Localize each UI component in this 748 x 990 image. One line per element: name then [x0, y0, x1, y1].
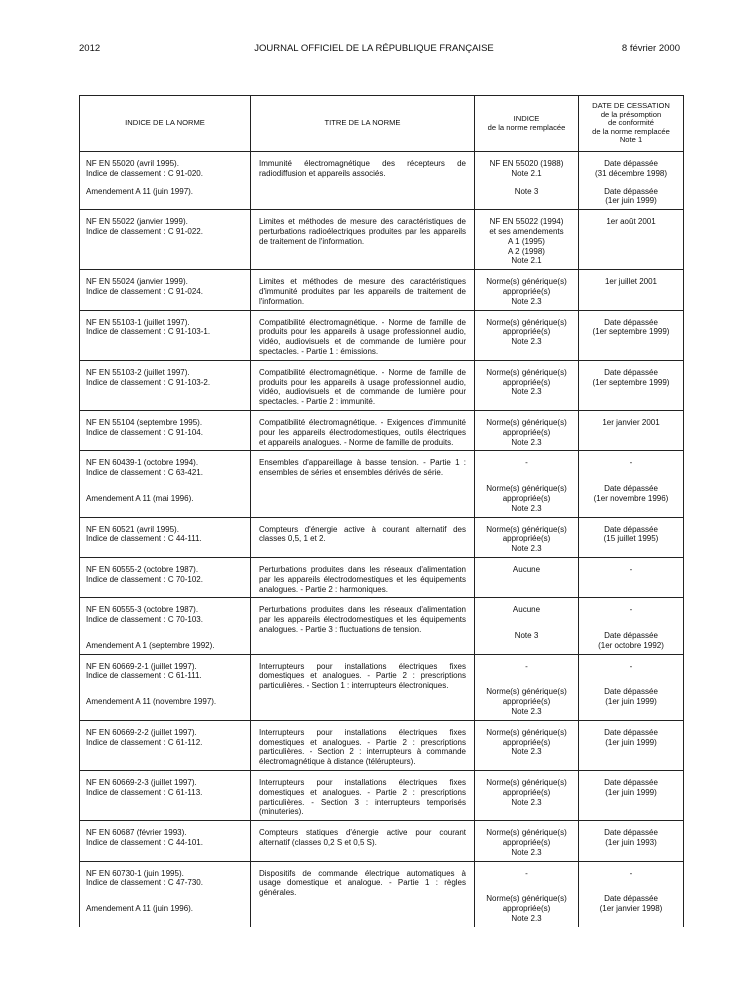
standard-title-cell	[251, 270, 475, 310]
replaced-standard-text: Norme(s) générique(s) appropriée(s) Note 2.3	[486, 687, 567, 717]
replaced-standard-text: NF EN 55022 (1994) et ses amendements A 1 (1995) A 2 (1998) Note 2.1	[489, 217, 564, 266]
standard-index-cell	[80, 210, 251, 270]
standard-title-text: Ensembles d'appareillage à basse tension. - Partie 1 : ensembles de séries et ensembles dérivés de série.	[259, 458, 466, 478]
standard-index-text: NF EN 60687 (février 1993). Indice de classement : C 44-101.	[86, 828, 203, 848]
replaced-standard-text: -	[525, 661, 528, 671]
standard-index-text: NF EN 55103-1 (juillet 1997). Indice de classement : C 91-103-1.	[86, 317, 211, 337]
standard-title-text: Interrupteurs pour installations électriques fixes domestiques et analogues. - Partie 2 : prescriptions particulières. - Section 3 : interrupteurs temporisés (minuteries).	[259, 778, 466, 817]
column-header: INDICE de la norme remplacée	[475, 96, 579, 152]
cessation-date-text: Date dépassée (31 décembre 1998)	[594, 159, 668, 178]
table-row	[80, 410, 684, 450]
standard-title-cell	[251, 771, 475, 821]
table-row	[80, 270, 684, 310]
cessation-date-cell	[579, 720, 684, 770]
cessation-date-cell	[579, 771, 684, 821]
standard-title-cell	[251, 654, 475, 720]
column-header: TITRE DE LA NORME	[251, 96, 475, 152]
standard-index-text: Amendement A 11 (novembre 1997).	[86, 697, 217, 707]
replaced-standard-text: Norme(s) générique(s) appropriée(s) Note 2.3	[486, 778, 567, 807]
journal-title: JOURNAL OFFICIEL DE LA RÉPUBLIQUE FRANÇAISE	[254, 43, 494, 54]
standard-index-text: NF EN 55020 (avril 1995). Indice de classement : C 91-020.	[86, 159, 203, 178]
standard-title-text: Dispositifs de commande électrique automatiques à usage domestique et analogue. - Partie 1 : règles générales.	[259, 868, 466, 898]
standard-index-text: Amendement A 11 (juin 1997).	[86, 186, 194, 196]
replaced-standard-cell	[475, 720, 579, 770]
cessation-date-cell	[579, 517, 684, 557]
standard-index-cell	[80, 598, 251, 654]
replaced-standard-cell	[475, 557, 579, 597]
cessation-date-cell	[579, 598, 684, 654]
cessation-date-cell	[579, 821, 684, 861]
replaced-standard-text: Note 3	[514, 186, 539, 196]
standard-title-text: Compatibilité électromagnétique. - Norme de famille de produits pour les appareils à usage professionnel audio, vidéo, audiovisuels et de commande de lumière pour spectacles. - Partie 1 : émissions.	[259, 317, 466, 356]
replaced-standard-cell	[475, 310, 579, 360]
cessation-date-text: Date dépassée (1er juin 1999)	[604, 778, 658, 797]
standard-title-cell	[251, 152, 475, 210]
cessation-date-text: -	[629, 458, 633, 468]
replaced-standard-text: Norme(s) générique(s) appropriée(s) Note 2.3	[486, 277, 567, 306]
cessation-date-text: 1er août 2001	[606, 217, 656, 227]
standard-title-cell	[251, 310, 475, 360]
replaced-standard-text: -	[525, 868, 528, 878]
cessation-date-cell	[579, 152, 684, 210]
replaced-standard-cell	[475, 410, 579, 450]
replaced-standard-text: Norme(s) générique(s) appropriée(s) Note 2.3	[486, 417, 567, 447]
replaced-standard-cell	[475, 771, 579, 821]
cessation-date-text: Date dépassée (1er juin 1999)	[604, 687, 658, 707]
cessation-date-text: Date dépassée (15 juillet 1995)	[603, 524, 659, 544]
standard-title-text: Immunité électromagnétique des récepteurs de radiodiffusion et appareils associés.	[259, 159, 466, 178]
table-row	[80, 152, 684, 210]
standard-title-text: Perturbations produites dans les réseaux d'alimentation par les appareils électrodomestiques et les équipements analogues. - Partie 2 : harmoniques.	[259, 564, 466, 594]
page-number: 2012	[79, 43, 101, 54]
standard-title-cell	[251, 517, 475, 557]
standard-title-cell	[251, 598, 475, 654]
cessation-date-cell	[579, 654, 684, 720]
cessation-date-cell	[579, 557, 684, 597]
standard-title-cell	[251, 410, 475, 450]
standard-title-text: Interrupteurs pour installations électriques fixes domestiques et analogues. - Partie 2 : prescriptions particulières. - Section 1 : interrupteurs électroniques.	[259, 661, 466, 691]
standard-index-text: Amendement A 11 (mai 1996).	[86, 493, 194, 503]
column-header: INDICE DE LA NORME	[80, 96, 251, 152]
standard-title-text: Compatibilité électromagnétique. - Norme de famille de produits pour les appareils à usage professionnel audio, vidéo, audiovisuels et de commande de lumière pour spectacles. - Partie 2 : immunité.	[259, 367, 466, 407]
cessation-date-text: -	[629, 868, 633, 878]
standard-title-text: Limites et méthodes de mesure des caractéristiques d'immunité produites par les appareils de traitement de l'information.	[259, 277, 466, 306]
standard-index-text: NF EN 60669-2-1 (juillet 1997). Indice de classement : C 61-111.	[86, 661, 202, 681]
replaced-standard-text: Norme(s) générique(s) appropriée(s) Note 2.3	[486, 828, 567, 857]
table-row	[80, 360, 684, 410]
standard-index-cell	[80, 821, 251, 861]
replaced-standard-text: -	[525, 458, 528, 468]
table-row	[80, 654, 684, 720]
replaced-standard-text: Aucune	[512, 605, 541, 615]
standard-title-cell	[251, 210, 475, 270]
cessation-date-text: -	[629, 605, 633, 615]
standard-title-cell	[251, 360, 475, 410]
cessation-date-cell	[579, 360, 684, 410]
replaced-standard-cell	[475, 654, 579, 720]
replaced-standard-cell	[475, 517, 579, 557]
replaced-standard-text: Norme(s) générique(s) appropriée(s) Note 2.3	[486, 367, 567, 397]
table-header-row	[80, 96, 684, 152]
table-row	[80, 517, 684, 557]
standard-title-cell	[251, 821, 475, 861]
replaced-standard-cell	[475, 210, 579, 270]
standard-index-cell	[80, 152, 251, 210]
replaced-standard-text: NF EN 55020 (1988) Note 2.1	[489, 159, 564, 178]
standard-index-cell	[80, 654, 251, 720]
cessation-date-text: 1er juillet 2001	[604, 277, 658, 287]
cessation-date-text: Date dépassée (1er juin 1993)	[604, 828, 658, 848]
cessation-date-text: Date dépassée (1er octobre 1992)	[598, 631, 664, 650]
cessation-date-text: Date dépassée (1er juin 1999)	[604, 186, 658, 206]
standard-title-cell	[251, 451, 475, 517]
replaced-standard-text: Norme(s) générique(s) appropriée(s) Note 2.3	[486, 524, 567, 554]
standard-index-text: Amendement A 11 (juin 1996).	[86, 904, 194, 914]
replaced-standard-cell	[475, 821, 579, 861]
replaced-standard-cell	[475, 861, 579, 927]
standard-index-text: NF EN 55024 (janvier 1999). Indice de classement : C 91-024.	[86, 277, 203, 296]
cessation-date-text: -	[629, 661, 633, 671]
table-row	[80, 451, 684, 517]
standard-index-text: NF EN 60555-3 (octobre 1987). Indice de classement : C 70-103.	[86, 605, 203, 625]
replaced-standard-text: Aucune	[512, 564, 541, 574]
cessation-date-text: 1er janvier 2001	[602, 417, 660, 427]
standard-index-text: NF EN 60669-2-2 (juillet 1997). Indice de classement : C 61-112.	[86, 727, 203, 747]
cessation-date-text: Date dépassée (1er novembre 1996)	[593, 484, 669, 503]
cessation-date-cell	[579, 861, 684, 927]
standards-table	[79, 95, 684, 927]
replaced-standard-cell	[475, 598, 579, 654]
standard-index-cell	[80, 451, 251, 517]
standard-index-cell	[80, 557, 251, 597]
replaced-standard-text: Norme(s) générique(s) appropriée(s) Note 2.3	[486, 894, 567, 924]
replaced-standard-text: Norme(s) générique(s) appropriée(s) Note 2.3	[486, 317, 567, 347]
standard-index-cell	[80, 517, 251, 557]
column-header: DATE DE CESSATION de la présomption de conformité de la norme remplacée Note 1	[579, 96, 684, 152]
standard-index-cell	[80, 410, 251, 450]
standard-index-cell	[80, 720, 251, 770]
standard-index-text: NF EN 60730-1 (juin 1995). Indice de classement : C 47-730.	[86, 868, 203, 888]
cessation-date-text: Date dépassée (1er septembre 1999)	[592, 367, 670, 387]
replaced-standard-cell	[475, 152, 579, 210]
replaced-standard-cell	[475, 451, 579, 517]
table-row	[80, 310, 684, 360]
standard-index-text: NF EN 55022 (janvier 1999). Indice de classement : C 91-022.	[86, 217, 203, 236]
table-row	[80, 720, 684, 770]
standard-index-cell	[80, 861, 251, 927]
standard-title-text: Compatibilité électromagnétique. - Exigences d'immunité pour les appareils électrodomestiques, outils électriques et appareils analogues. - Norme de famille de produits.	[259, 417, 466, 447]
cessation-date-cell	[579, 270, 684, 310]
standard-index-cell	[80, 310, 251, 360]
cessation-date-text: -	[629, 564, 633, 574]
standard-index-cell	[80, 270, 251, 310]
cessation-date-cell	[579, 410, 684, 450]
standard-index-text: NF EN 55104 (septembre 1995). Indice de classement : C 91-104.	[86, 417, 203, 437]
cessation-date-text: Date dépassée (1er juin 1999)	[604, 727, 658, 747]
cessation-date-cell	[579, 451, 684, 517]
replaced-standard-text: Note 3	[514, 631, 539, 641]
replaced-standard-text: Norme(s) générique(s) appropriée(s) Note 2.3	[486, 727, 567, 757]
cessation-date-text: Date dépassée (1er septembre 1999)	[592, 317, 670, 337]
table-row	[80, 557, 684, 597]
standard-title-cell	[251, 720, 475, 770]
cessation-date-text: Date dépassée (1er janvier 1998)	[599, 894, 663, 914]
standard-index-text: NF EN 60555-2 (octobre 1987). Indice de classement : C 70-102.	[86, 564, 203, 584]
standard-title-cell	[251, 557, 475, 597]
standard-index-cell	[80, 360, 251, 410]
standard-title-text: Compteurs statiques d'énergie active pour courant alternatif (classes 0,2 S et 0,5 S).	[259, 828, 466, 848]
standard-title-cell	[251, 861, 475, 927]
table-row	[80, 210, 684, 270]
replaced-standard-cell	[475, 360, 579, 410]
publication-date: 8 février 2000	[621, 43, 680, 54]
standard-index-cell	[80, 771, 251, 821]
replaced-standard-text: Norme(s) générique(s) appropriée(s) Note 2.3	[486, 484, 567, 513]
table-row	[80, 821, 684, 861]
standard-index-text: NF EN 60669-2-3 (juillet 1997). Indice de classement : C 61-113.	[86, 778, 203, 797]
standard-index-text: NF EN 60521 (avril 1995). Indice de classement : C 44-111.	[86, 524, 202, 544]
replaced-standard-cell	[475, 270, 579, 310]
standard-index-text: NF EN 60439-1 (octobre 1994). Indice de classement : C 63-421.	[86, 458, 203, 478]
table-row	[80, 598, 684, 654]
standard-title-text: Limites et méthodes de mesure des caractéristiques de perturbations radioélectriques produites par les appareils de traitement de l'information.	[259, 217, 466, 246]
cessation-date-cell	[579, 310, 684, 360]
standard-title-text: Perturbations produites dans les réseaux d'alimentation par les appareils électrodomestiques et les équipements analogues. - Partie 3 : fluctuations de tension.	[259, 605, 466, 634]
standard-title-text: Compteurs d'énergie active à courant alternatif des classes 0,5, 1 et 2.	[259, 524, 466, 544]
standard-index-text: Amendement A 1 (septembre 1992).	[86, 640, 215, 650]
table-row	[80, 861, 684, 927]
cessation-date-cell	[579, 210, 684, 270]
standard-index-text: NF EN 55103-2 (juillet 1997). Indice de classement : C 91-103-2.	[86, 367, 211, 387]
table-row	[80, 771, 684, 821]
standard-title-text: Interrupteurs pour installations électriques fixes domestiques et analogues. - Partie 2 : prescriptions particulières. - Section 2 : interrupteurs à commande électromagnétique à distance (télérupteurs).	[259, 727, 466, 767]
